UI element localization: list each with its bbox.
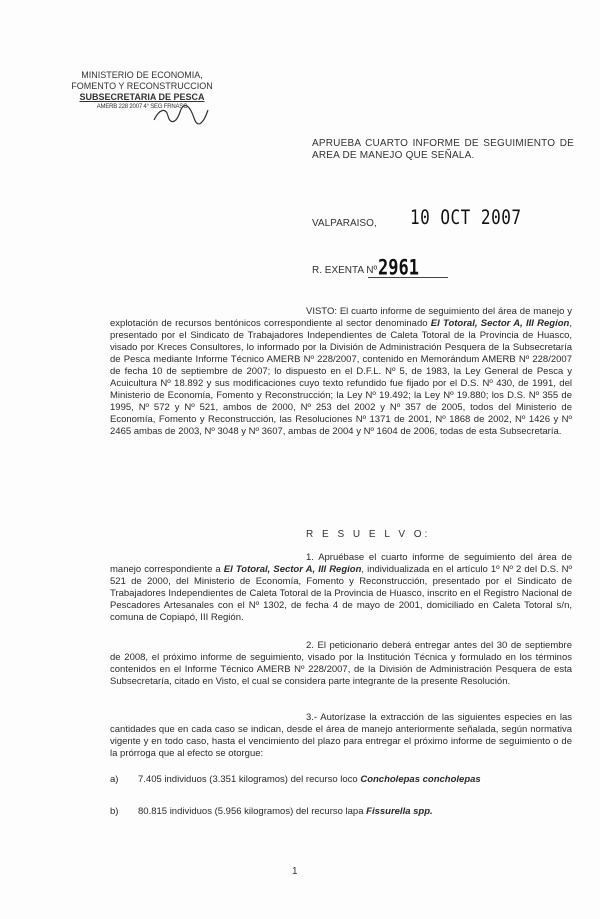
resuelvo-heading: R E S U E L V O: [306, 529, 431, 540]
item-marker: b) [110, 806, 119, 817]
date-line [312, 206, 572, 236]
visto-text-1: VISTO: El cuarto informe de seguimiento del área de manejo y explotación de recursos bentónicos correspondiente al sector denominado [110, 306, 572, 329]
article-1 [110, 552, 572, 624]
article-2 [110, 640, 572, 688]
page-number: 1 [292, 866, 298, 877]
item-text: 7.405 individuos (3.351 kilogramos) del recurso loco [138, 774, 361, 785]
visto-text-2: , presentado por el Sindicato de Trabajadores Independientes de Caleta Totoral de la Provincia de Huasco, visado por Kreces Consultores, lo informado por la División de Administración Pesquera de la Subsecretaría de Pesca mediante Informe Técnico AMERB Nº 228/2007, contenido en Memorándum AMERB Nº 228/2007 de fecha 10 de septiembre de 2007; lo dispuesto en el D.F.L. Nº 5, de 1983, la Ley General de Pesca y Acuicultura Nº 18.892 y sus modificaciones cuyo texto refundido fue fijado por el D.S. Nº 430, de 1991, del Ministerio de Economía, Fomento y Reconstrucción; la Ley Nº 19.492; la Ley Nº 19.880; los D.S. Nº 355 de 1995, Nº 572 y Nº 521, ambos de 2000, Nº 253 del 2002 y Nº 357 de 2005, todos del Ministerio de Economía, Fomento y Reconstrucción, las Resoluciones Nº 1371 de 2001, Nº 1868 de 2002, Nº 1426 y Nº 2465 ambas de 2003, Nº 3048 y Nº 3607, ambas de 2004 y Nº 1604 de 2006, todas de esta Subsecretaría. [110, 318, 572, 437]
initials-signature [150, 104, 210, 126]
city-label: VALPARAISO, [312, 218, 377, 229]
resolution-label: R. EXENTA Nº [312, 265, 378, 276]
visto-place: El Totoral, Sector A, III Region [430, 318, 570, 329]
resolution-line [312, 255, 572, 282]
letterhead-ministry-2: FOMENTO Y RECONSTRUCCION [71, 81, 213, 91]
resolution-number: 2961 [378, 255, 419, 281]
visto-paragraph [110, 306, 572, 438]
item-marker: a) [110, 774, 119, 785]
article-1-text-2: , individualizada en el artículo 1º Nº 2 del D.S. Nº 521 de 2000, del Ministerio de Economía, Fomento y Reconstrucción, presentado por el Sindicato de Trabajadores Independientes de Caleta Totoral de la Provincia de Huasco, inscrito en el Registro Nacional de Pescadores Artesanales con el Nº 1302, de fecha 4 de mayo de 2001, domiciliado en Caleta Totoral s/n, comuna de Copiapó, III Región. [110, 564, 572, 623]
letterhead-ministry: MINISTERIO DE ECONOMIA, [81, 70, 203, 80]
resolution-underline [368, 277, 448, 278]
item-species: Fissurella spp. [366, 806, 433, 817]
letterhead-subsecretaria: SUBSECRETARIA DE PESCA [79, 92, 205, 102]
item-text: 80.815 individuos (5.956 kilogramos) del recurso lapa [138, 806, 367, 817]
article-1-place: El Totoral, Sector A, III Region [223, 564, 362, 575]
subject-summary: APRUEBA CUARTO INFORME DE SEGUIMIENTO DE AREA DE MANEJO QUE SEÑALA. [312, 138, 574, 161]
item-species: Concholepas concholepas [360, 774, 481, 785]
date-stamp: 10 OCT 2007 [410, 206, 522, 229]
article-3-text: 3.- Autorízase la extracción de las siguientes especies en las cantidades que en cada caso se indican, desde el área de manejo anteriormente señalada, según normativa vigente y en todo caso, hasta el vencimiento del plazo para entregar el próximo informe de seguimiento o de la prórroga que al efecto se otorgue: [110, 712, 572, 759]
article-1-text-1: 1. Apruébase el cuarto informe de seguimiento del área de manejo correspondiente a [110, 552, 572, 575]
article-3 [110, 712, 572, 760]
letterhead-reference: AMERB 228 2007 4° SEG FRNASC [96, 104, 188, 110]
article-2-text: 2. El peticionario deberá entregar antes del 30 de septiembre de 2008, el próximo informe de seguimiento, visado por la Institución Técnica y formulado en los términos contenidos en el Informe Técnico AMERB Nº 228/2007, de la División de Administración Pesquera de esta Subsecretaría, citado en Visto, el cual se considera parte integrante de la presente Resolución. [110, 640, 572, 687]
